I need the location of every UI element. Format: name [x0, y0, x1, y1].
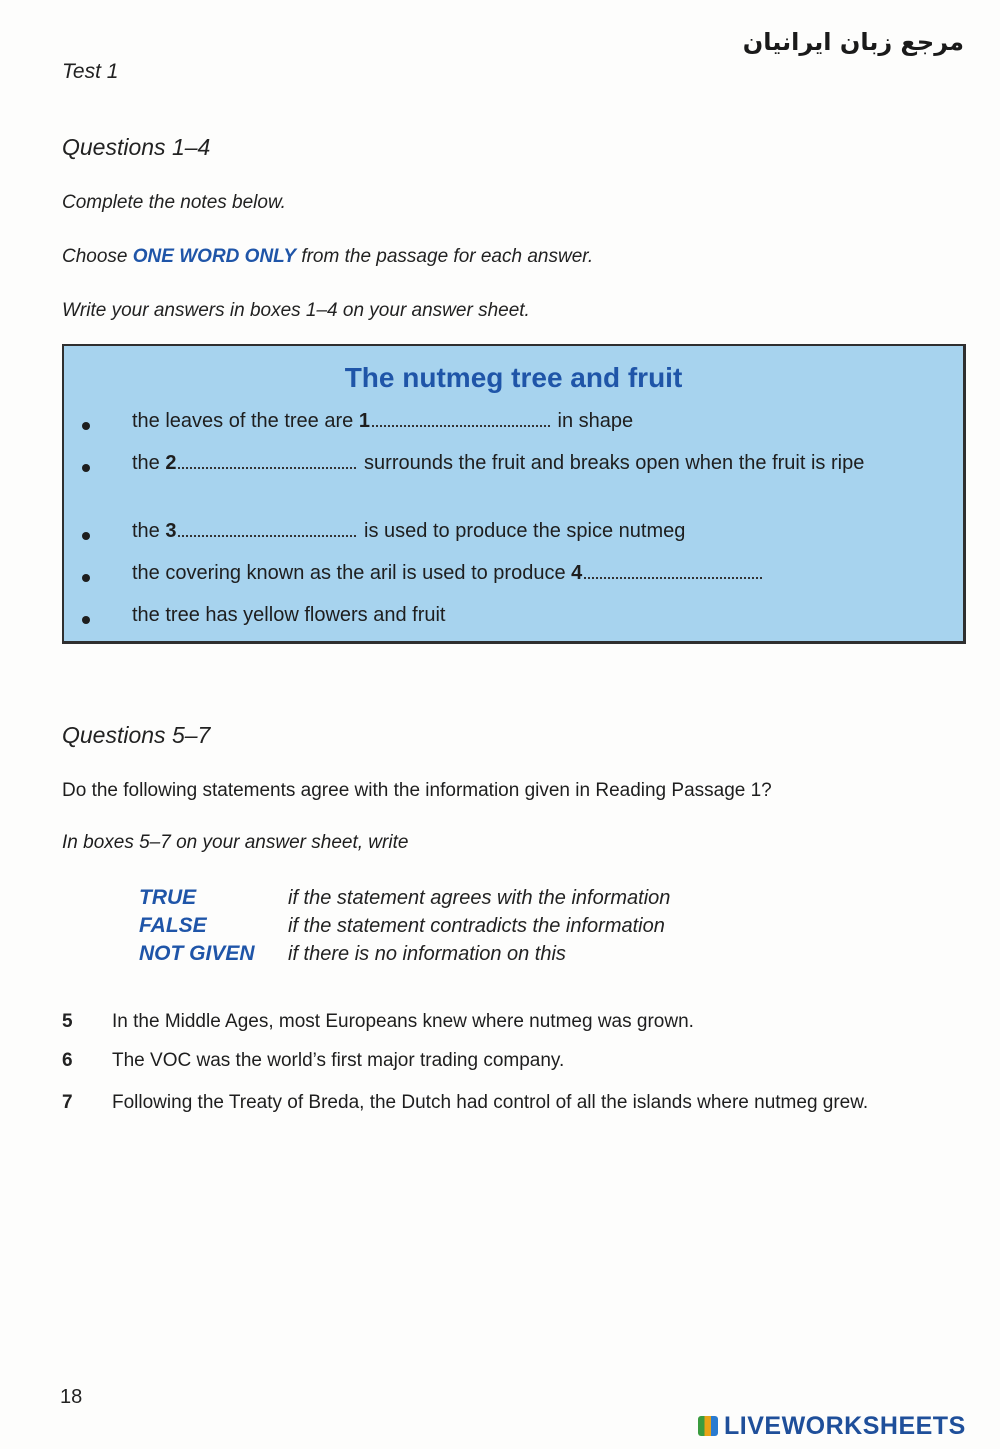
section2-instruction-1: Do the following statements agree with the information given in Reading Passage 1? [62, 780, 772, 801]
bullet-icon [82, 464, 90, 472]
answer-gap-2[interactable] [178, 453, 356, 469]
note-2 [132, 450, 912, 477]
answer-gap-1[interactable] [372, 411, 550, 427]
note-text: in shape [551, 410, 634, 432]
gap-number: 1 [358, 410, 370, 432]
section1-heading: Questions 1–4 [62, 134, 211, 160]
notes-box [62, 344, 966, 644]
key-not-given-desc: if there is no information on this [288, 943, 566, 965]
gap-number: 2 [165, 452, 177, 474]
section2-heading: Questions 5–7 [62, 722, 211, 748]
note-text: the [132, 452, 166, 474]
section2-instruction-2: In boxes 5–7 on your answer sheet, write [62, 832, 409, 853]
bullet-icon [82, 574, 90, 582]
note-text: the tree has yellow flowers and fruit [132, 604, 446, 626]
question-number-6: 6 [62, 1050, 73, 1071]
note-3 [132, 518, 912, 545]
question-text-5: In the Middle Ages, most Europeans knew where nutmeg was grown. [112, 1011, 694, 1032]
liveworksheets-logo[interactable] [698, 1412, 966, 1441]
answer-gap-4[interactable] [584, 563, 762, 579]
bullet-icon [82, 422, 90, 430]
gap-number: 4 [571, 562, 583, 584]
note-5 [132, 602, 912, 629]
note-text: is used to produce the spice nutmeg [358, 520, 686, 542]
bullet-icon [82, 532, 90, 540]
section1-instruction-2 [62, 246, 593, 268]
question-text-6: The VOC was the world’s first major trading company. [112, 1050, 565, 1071]
liveworksheets-logo-text: LIVEWORKSHEETS [724, 1412, 966, 1440]
key-true-desc: if the statement agrees with the information [288, 887, 671, 909]
instruction-text: from the passage for each answer. [296, 246, 594, 267]
bullet-icon [82, 616, 90, 624]
section1-instruction-1: Complete the notes below. [62, 192, 286, 213]
publisher-logo-text: مرجع زبان ایرانیان [742, 28, 964, 56]
test-label: Test 1 [62, 60, 119, 83]
answer-gap-3[interactable] [178, 521, 356, 537]
note-4 [132, 560, 912, 587]
liveworksheets-icon [698, 1416, 718, 1436]
section1-instruction-3: Write your answers in boxes 1–4 on your answer sheet. [62, 300, 530, 321]
question-number-5: 5 [62, 1011, 73, 1032]
note-1 [132, 408, 912, 435]
question-number-7: 7 [62, 1092, 73, 1113]
page-number: 18 [60, 1386, 83, 1408]
gap-number: 3 [165, 520, 177, 542]
key-not-given: NOT GIVEN [139, 942, 255, 965]
instruction-emphasis: ONE WORD ONLY [132, 246, 297, 267]
notes-title: The nutmeg tree and fruit [344, 362, 683, 393]
note-text: the [132, 520, 166, 542]
instruction-text: Choose [62, 246, 133, 267]
key-false-desc: if the statement contradicts the information [288, 915, 665, 937]
note-text: the covering known as the aril is used to produce [132, 562, 572, 584]
question-text-7: Following the Treaty of Breda, the Dutch had control of all the islands where nutmeg grew. [112, 1092, 869, 1113]
key-true: TRUE [139, 886, 197, 909]
note-text: surrounds the fruit and breaks open when the fruit is ripe [358, 452, 865, 474]
key-false: FALSE [139, 914, 207, 937]
note-text: the leaves of the tree are [132, 410, 359, 432]
